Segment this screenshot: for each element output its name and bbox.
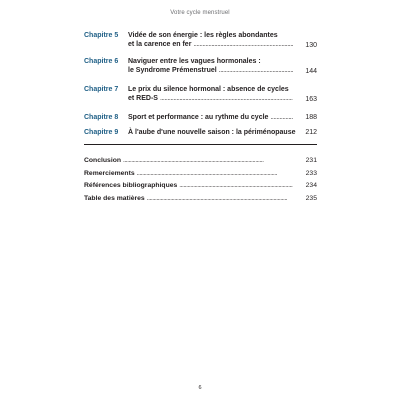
chapter-title-line: Sport et performance : au rythme du cycle [128, 114, 269, 121]
toc-entry-chapter-5 [84, 31, 317, 57]
chapter-label: Chapitre 9 [84, 129, 119, 136]
page-number-ref: 233 [305, 169, 317, 177]
chapter-label: Chapitre 8 [84, 114, 119, 121]
back-matter-title: Conclusion [84, 157, 122, 164]
chapter-title-line: Vidée de son énergie : les règles abondantes [128, 32, 278, 39]
toc-entry-chapter-9 [84, 128, 317, 140]
page-number-ref: 212 [305, 129, 317, 136]
chapters-list [84, 31, 317, 140]
chapter-label: Chapitre 5 [84, 32, 119, 39]
dot-leader [219, 66, 293, 75]
toc-entry-chapter-7 [84, 85, 317, 113]
toc-entry-chapter-8 [84, 113, 317, 128]
page-number-ref: 188 [305, 114, 317, 121]
page-number-ref: 234 [305, 182, 317, 189]
running-header: Votre cycle menstruel [170, 10, 230, 16]
chapter-title-line: À l'aube d'une nouvelle saison : la périménopause [128, 129, 296, 136]
toc-entry-references [84, 180, 317, 193]
chapter-title-line: Naviguer entre les vagues hormonales : [128, 58, 261, 65]
page-number-ref: 163 [305, 95, 317, 103]
chapter-label: Chapitre 7 [84, 86, 119, 93]
toc-entry-chapter-6 [84, 57, 317, 85]
dot-leader [193, 40, 293, 49]
dot-leader [123, 155, 293, 168]
back-matter-title: Table des matières [84, 194, 145, 202]
chapter-title-line: le Syndrome Prémenstruel [128, 67, 217, 75]
page-number-ref: 130 [305, 41, 317, 49]
chapter-title-line: et RED-S [128, 95, 158, 103]
dot-leader [160, 94, 293, 103]
page-number-ref: 235 [305, 194, 317, 202]
back-matter-title: Références bibliographiques [84, 182, 178, 189]
page-number: 6 [198, 385, 202, 391]
dot-leader [137, 168, 293, 181]
toc-entry-table-des-matieres [84, 193, 317, 206]
chapter-label: Chapitre 6 [84, 58, 119, 65]
dot-leader [179, 180, 293, 193]
toc-entry-conclusion [84, 155, 317, 168]
section-divider [84, 144, 317, 145]
back-matter-list [84, 155, 317, 205]
chapter-title-line: et la carence en fer [128, 41, 192, 49]
dot-leader [147, 193, 293, 206]
page-number-ref: 144 [305, 67, 317, 75]
chapter-title-line: Le prix du silence hormonal : absence de cycles [128, 86, 289, 93]
dot-leader [270, 113, 293, 122]
back-matter-title: Remerciements [84, 169, 135, 177]
toc-entry-remerciements [84, 168, 317, 181]
page-number-ref: 231 [305, 157, 317, 164]
